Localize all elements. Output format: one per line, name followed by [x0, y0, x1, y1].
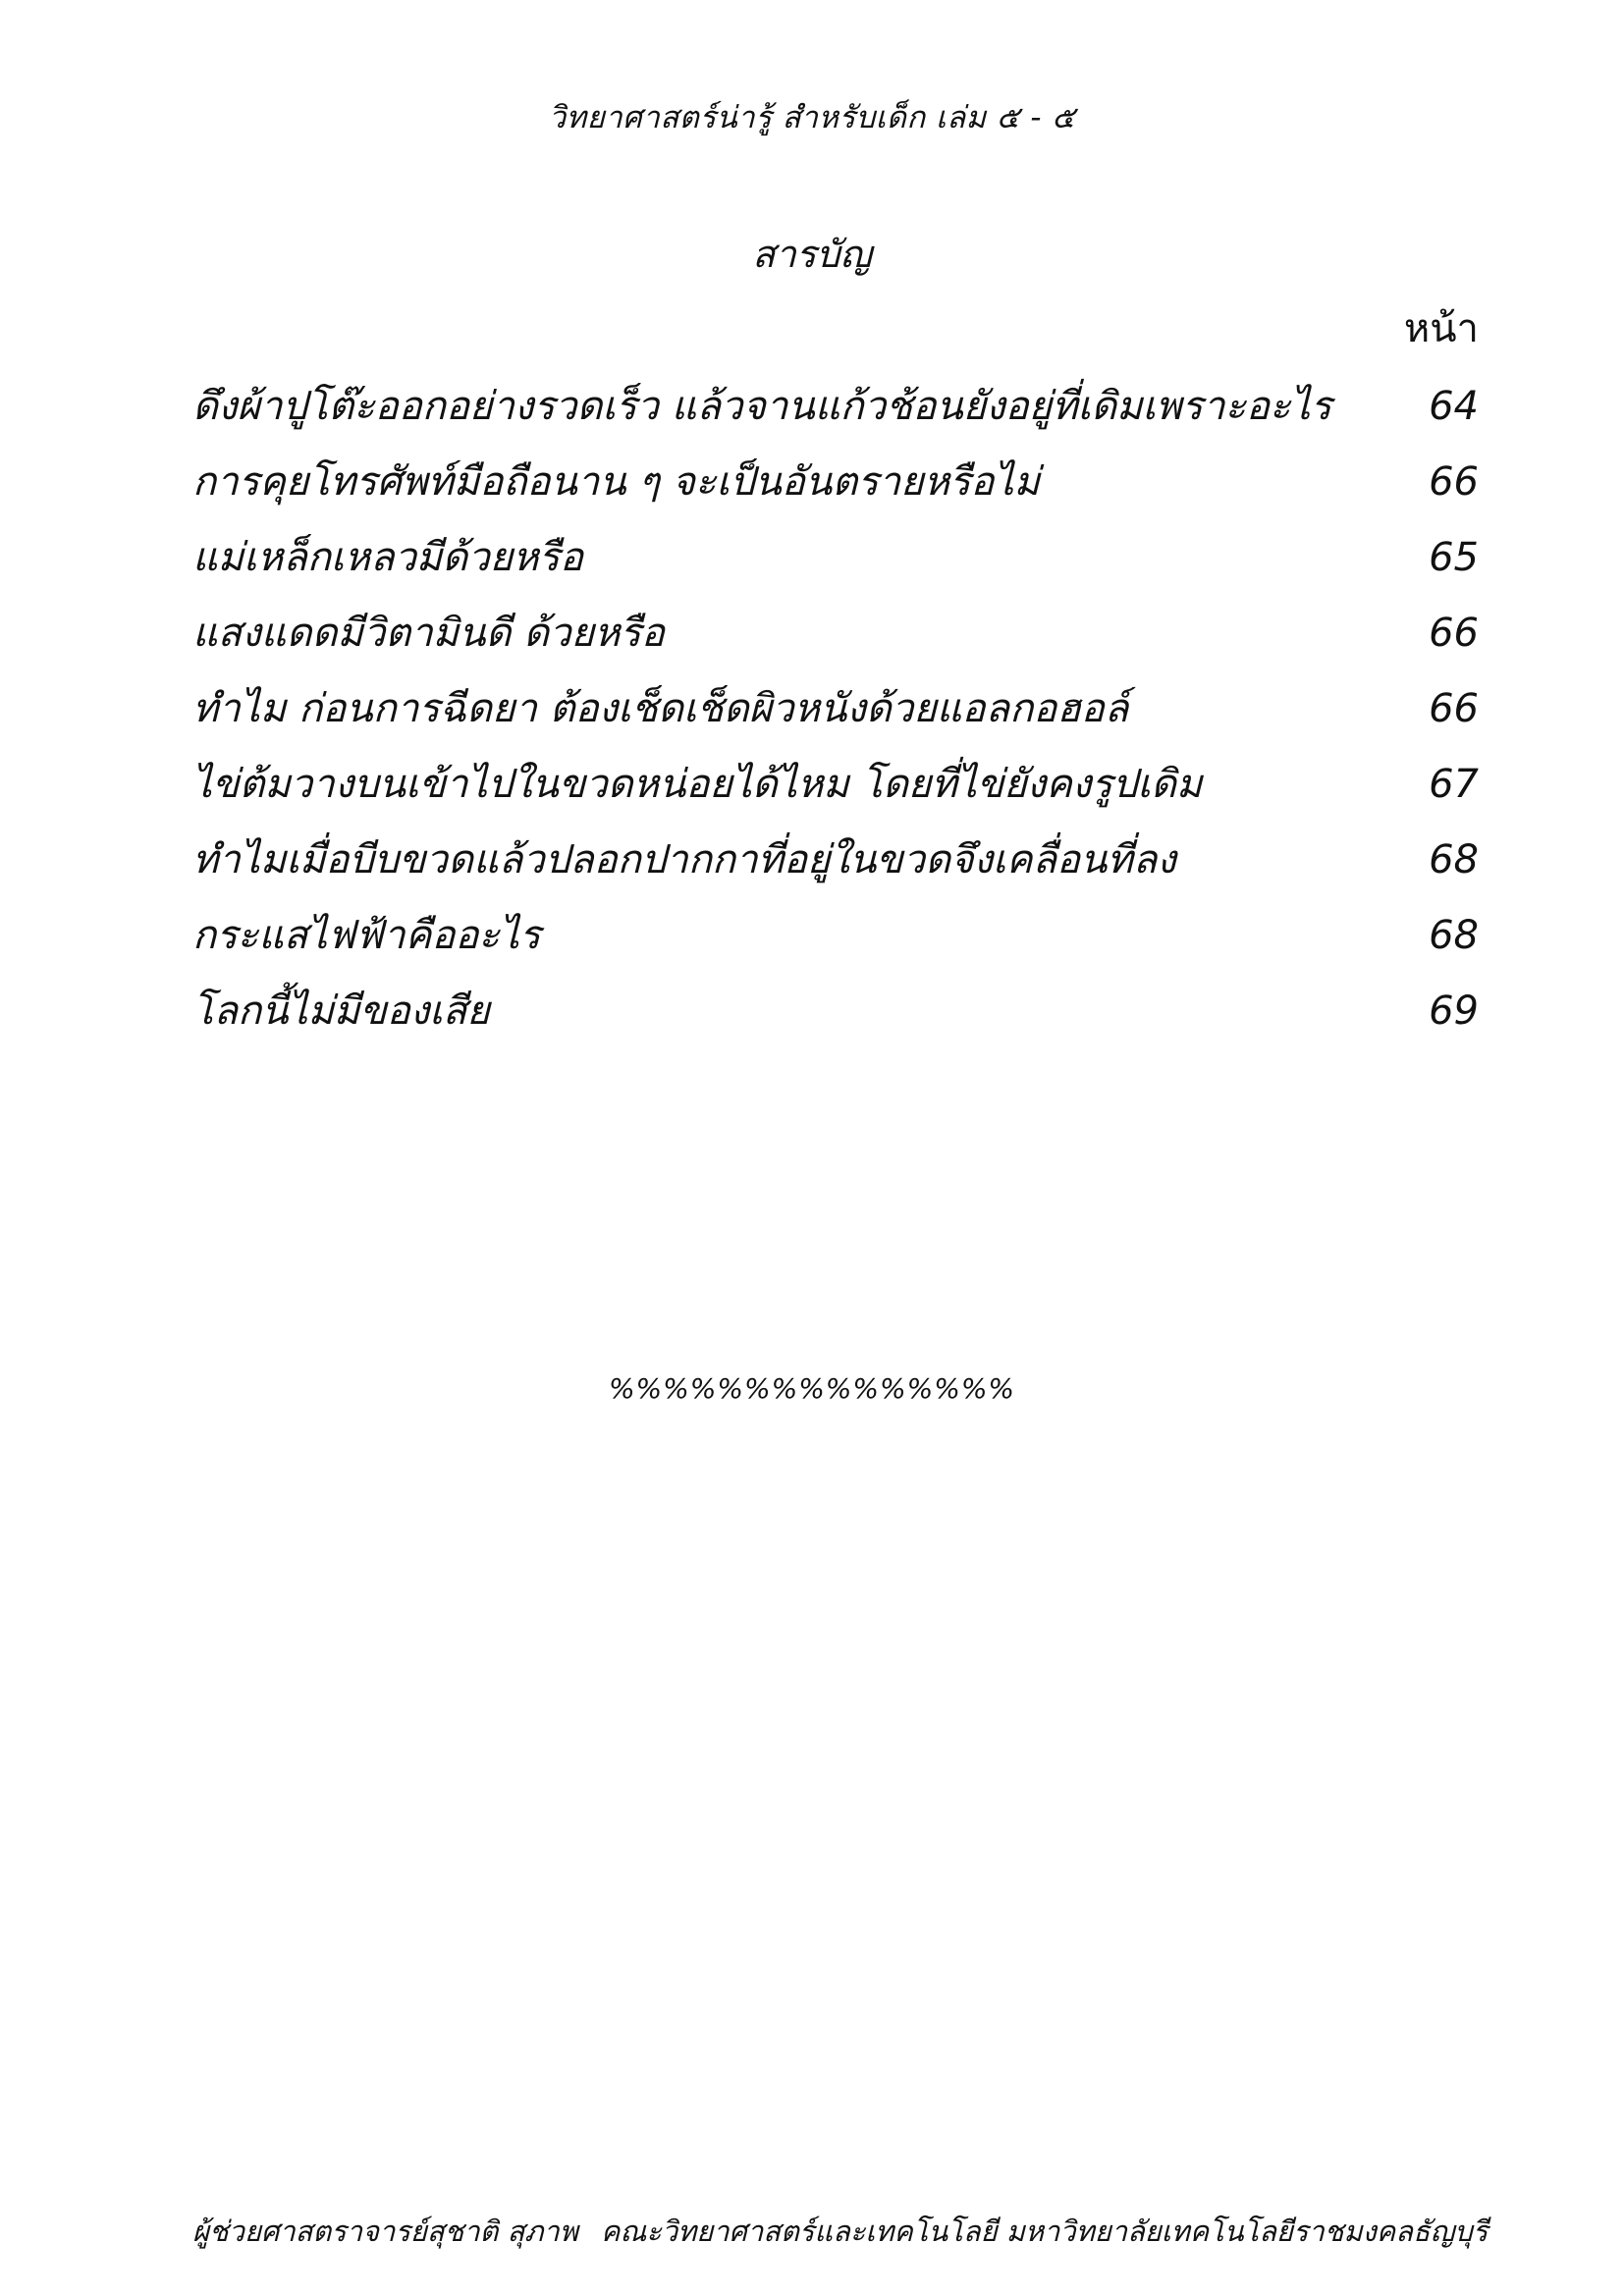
page-column-label: หน้า — [1403, 306, 1479, 351]
toc-entry — [192, 520, 1479, 596]
section-separator: %%%%%%%%%%%%%%% — [608, 1372, 1016, 1405]
toc-entry-page: 65 — [1429, 535, 1479, 580]
toc-entry-title: การคุยโทรศัพท์มือถือนาน ๆ จะเป็นอันตรายหรือไม่ — [192, 459, 1040, 505]
toc-entry-page: 68 — [1429, 913, 1479, 958]
toc-entry — [192, 974, 1479, 1049]
toc-entry-title: แม่เหล็กเหลวมีด้วยหรือ — [192, 535, 584, 580]
footer-institution: คณะวิทยาศาสตร์และเทคโนโลยี มหาวิทยาลัยเทคโนโลยีราชมงคลธัญบุรี — [601, 2215, 1489, 2248]
toc-entry-page: 69 — [1429, 988, 1479, 1034]
toc-entry — [192, 747, 1479, 823]
toc-entry-page: 68 — [1429, 837, 1479, 882]
toc-entry-title: กระแสไฟฟ้าคืออะไร — [192, 913, 541, 958]
toc-entry-page: 67 — [1429, 762, 1479, 807]
toc-entry-page: 66 — [1429, 686, 1479, 731]
toc-entry-page: 66 — [1429, 611, 1479, 656]
toc-entry — [192, 898, 1479, 974]
toc-entry — [192, 445, 1479, 520]
toc-entry-title: แสงแดดมีวิตามินดี ด้วยหรือ — [192, 611, 665, 656]
toc-entry-page: 66 — [1429, 459, 1479, 505]
toc-list — [192, 369, 1479, 1049]
toc-entry-page: 64 — [1429, 384, 1479, 429]
toc-entry — [192, 369, 1479, 445]
toc-title: สารบัญ — [752, 233, 872, 276]
toc-entry-title: ทำไมเมื่อบีบขวดแล้วปลอกปากกาที่อยู่ในขวดจึงเคลื่อนที่ลง — [192, 837, 1176, 882]
toc-entry — [192, 823, 1479, 898]
toc-entry-title: โลกนี้ไม่มีของเสีย — [192, 988, 490, 1034]
toc-entry-title: ไข่ต้มวางบนเข้าไปในขวดหน่อยได้ไหม โดยที่ไข่ยังคงรูปเดิม — [192, 762, 1203, 807]
running-header: วิทยาศาสตร์น่ารู้ สำหรับเด็ก เล่ม ๕ - ๕ — [548, 100, 1076, 135]
toc-entry-title: ดึงผ้าปูโต๊ะออกอย่างรวดเร็ว แล้วจานแก้วช้อนยังอยู่ที่เดิมเพราะอะไร — [192, 384, 1332, 429]
footer-author: ผู้ช่วยศาสตราจารย์สุชาติ สุภาพ — [192, 2215, 578, 2248]
toc-entry-title: ทำไม ก่อนการฉีดยา ต้องเช็ดเช็ดผิวหนังด้วยแอลกอฮอล์ — [192, 686, 1129, 731]
toc-entry — [192, 596, 1479, 671]
toc-entry — [192, 671, 1479, 747]
